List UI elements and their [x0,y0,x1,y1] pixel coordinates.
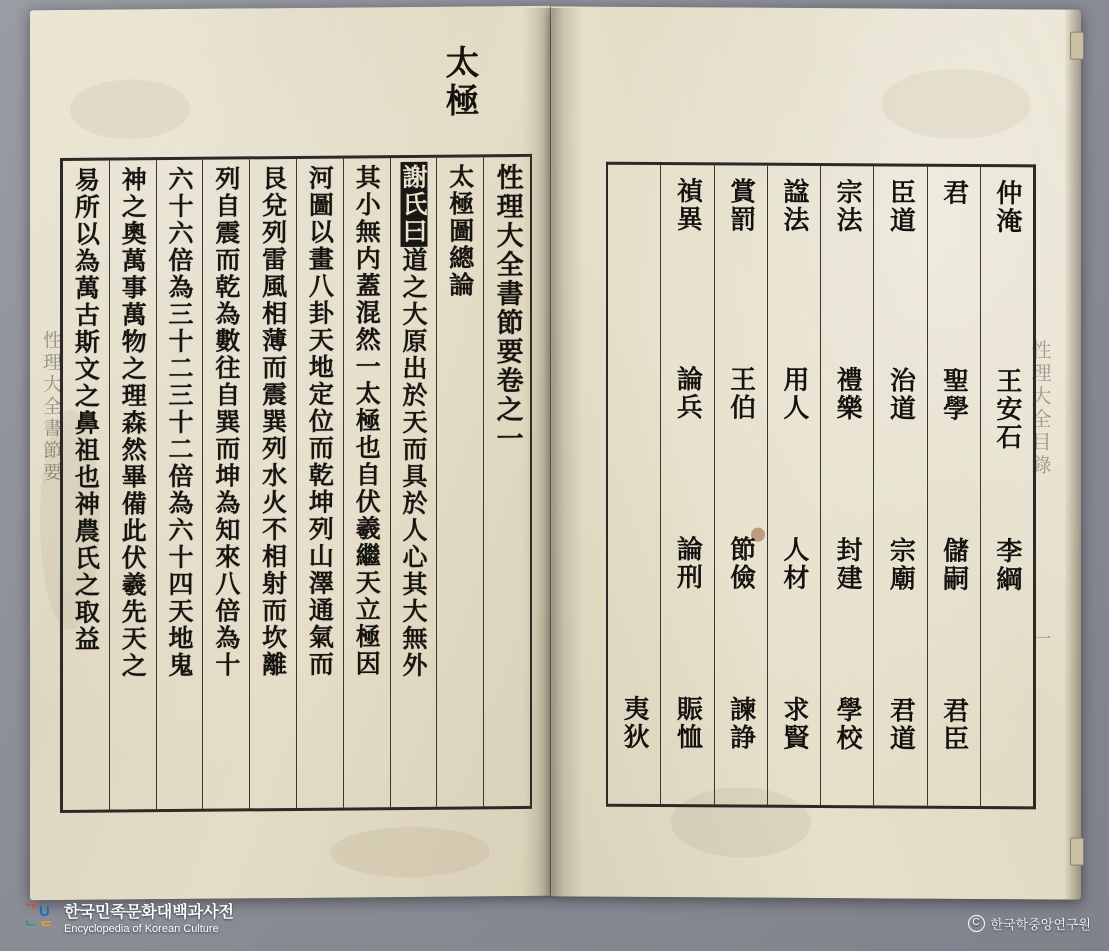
watermark-english-title: Encyclopedia of Korean Culture [64,923,219,936]
open-book [18,8,1093,898]
column-text: 太極圖總論 [445,163,475,299]
right-columns [608,165,1033,807]
text-column [483,157,530,806]
text-column [202,159,249,808]
toc-column [608,165,660,804]
toc-entry: 臣道 [885,178,916,235]
text-column [249,159,296,808]
toc-column [927,167,980,806]
column-text: 六十六倍為三十二三十二倍為六十四天地鬼 [165,165,195,680]
toc-entry: 學校 [832,696,863,753]
toc-column [767,166,820,805]
toc-entry: 論刑 [672,535,703,592]
toc-entry: 論兵 [672,365,703,422]
toc-entry: 君道 [885,696,916,753]
text-column [296,159,343,808]
toc-entry: 儲嗣 [938,536,969,593]
text-column [390,158,437,807]
toc-entry: 禮樂 [832,366,863,423]
logo-letter: U [39,903,50,920]
column-text: 其小無内蓋混然一太極也自伏羲繼天立極因 [352,164,382,678]
left-text-frame [60,154,532,813]
toc-entry: 賑恤 [672,695,703,752]
paper-stain [70,79,190,140]
watermark-copyright [968,914,1091,933]
toc-entry: 禎異 [672,177,703,234]
copyright-owner: 한국학중앙연구원 [990,917,1091,932]
toc-column [820,166,873,805]
toc-column [980,167,1033,806]
binding-nub [1070,838,1084,866]
toc-entry: 賞罰 [725,177,756,234]
toc-column [873,166,926,805]
paper-stain [330,826,490,877]
column-text: 性理大全書節要卷之一 [491,162,523,454]
watermark-korean-title: 한국민족문화대백과사전 [64,904,235,922]
toc-column [714,165,767,804]
toc-entry: 君 [938,178,969,207]
book-page-right [551,6,1081,899]
text-column [436,157,483,806]
column-text: 道之大原出於天而具於人心其大無外 [399,246,428,680]
column-label-boxed [400,162,427,679]
toc-entry: 宗法 [832,178,863,235]
toc-entry: 諫諍 [725,695,756,752]
toc-entry: 聖學 [938,366,969,423]
toc-entry: 夷狄 [619,694,650,751]
book-spine-edge [1065,10,1081,900]
toc-entry: 王安石 [991,367,1022,452]
right-text-frame [606,162,1036,810]
toc-entry: 治道 [885,366,916,423]
toc-entry: 李綱 [991,537,1022,594]
column-text: 列自震而乾為數往自巽而坤為知來八倍為十 [211,165,241,679]
watermark-encyclopedia [22,903,234,937]
toc-column [660,165,713,804]
toc-entry: 君臣 [938,696,969,753]
text-column [156,160,203,809]
right-page-side-inscription: 性理大全目錄 [1028,339,1052,478]
watermark-text-block [64,903,234,937]
toc-entry: 用人 [778,365,809,422]
book-page-left [30,6,550,901]
column-text: 神之奧萬事萬物之理森然畢備此伏羲先天之 [118,166,148,680]
paper-stain [881,68,1031,139]
encyclopedia-logo-icon [22,903,56,937]
boxed-label-text: 謝氏曰 [399,163,428,246]
toc-entry: 仲淹 [991,179,1022,236]
left-page-side-inscription: 性理大全書節要 [40,329,62,485]
toc-entry: 人材 [778,535,809,592]
text-column [109,160,156,809]
copyright-icon: C [968,915,985,932]
page-number-mark: 一 [1030,629,1050,647]
binding-nub [1070,32,1084,60]
toc-entry: 諡法 [778,177,809,234]
logo-letter: ᄀ [23,903,38,920]
toc-entry: 求賢 [778,695,809,752]
logo-letter: ᄃ [39,920,54,937]
column-text: 河圖以畫八卦天地定位而乾坤列山澤通氣而 [305,164,335,678]
text-column [63,161,109,810]
toc-entry: 封建 [832,536,863,593]
page-header-mark: 太極 [439,44,479,121]
toc-entry: 節儉 [725,535,756,592]
toc-entry: 宗廟 [885,536,916,593]
left-columns [63,157,530,810]
column-text: 易所以為萬古斯文之鼻祖也神農氏之取益 [71,166,101,653]
text-column [343,158,390,807]
column-text: 艮兌列雷風相薄而震巽列水火不相射而坎離 [258,165,288,679]
toc-entry: 王伯 [725,365,756,422]
logo-letter: ᄂ [23,920,38,937]
